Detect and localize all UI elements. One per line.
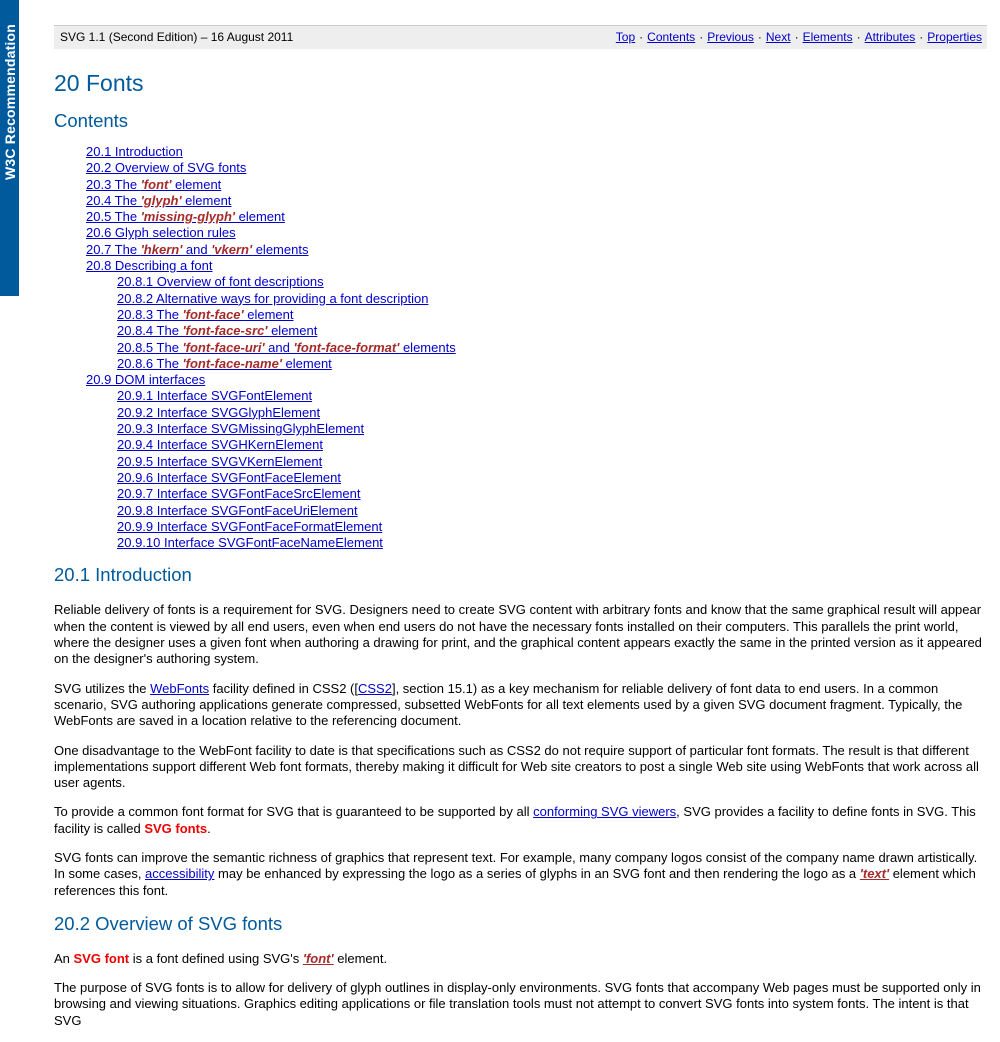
nav-contents-link[interactable]: Contents xyxy=(647,30,696,44)
toc-item-interface[interactable]: 20.9.8 Interface SVGFontFaceUriElement xyxy=(117,502,358,518)
css2-reference-link[interactable]: CSS2 xyxy=(357,680,392,696)
toc-item-alternative-ways[interactable]: 20.8.2 Alternative ways for providing a font description xyxy=(117,290,429,306)
toc-item-font-element[interactable]: 20.3 The 'font' element xyxy=(86,176,222,192)
edition-label: SVG 1.1 (Second Edition) – 16 August 2011 xyxy=(60,30,294,44)
toc-item-interface[interactable]: 20.9.5 Interface SVGVKernElement xyxy=(117,453,323,469)
nav-top-link[interactable]: Top xyxy=(615,30,636,44)
webfonts-link[interactable]: WebFonts xyxy=(150,680,210,696)
section-heading-introduction: 20.1 Introduction xyxy=(54,564,192,586)
svg-font-term: SVG font xyxy=(73,950,130,966)
nav-previous-link[interactable]: Previous xyxy=(707,30,754,44)
intro-paragraph-2: SVG utilizes the WebFonts facility defined in CSS2 ([CSS2], section 15.1) as a key mechanism for reliable delivery of font data to end users. In a common scenario, SVG authoring applications generate compressed, subsetted WebFonts for all text elements used by a given SVG document fragment. Typically, the WebFonts are saved in a location relative to the referencing document. xyxy=(54,680,963,729)
toc-item-describing-a-font[interactable]: 20.8 Describing a font xyxy=(86,258,213,274)
toc-item-interface[interactable]: 20.9.2 Interface SVGGlyphElement xyxy=(117,404,321,420)
page-title: 20 Fonts xyxy=(54,70,144,96)
svg-fonts-term: SVG fonts xyxy=(144,820,208,836)
overview-paragraph-2: The purpose of SVG fonts is to allow for delivery of glyph outlines in display-only environments. SVG fonts that accompany Web pages must be supported only in browsing and viewing situations. Graphics editing applications or file translation tools must not attempt to convert SVG fonts into system fonts. The intent is that SVG xyxy=(54,980,981,1028)
text-element-link[interactable]: 'text' xyxy=(859,866,890,882)
toc-item-interface[interactable]: 20.9.1 Interface SVGFontElement xyxy=(117,388,313,404)
conforming-svg-viewers-link[interactable]: conforming SVG viewers xyxy=(533,804,677,820)
toc-item-interface[interactable]: 20.9.9 Interface SVGFontFaceFormatElement xyxy=(117,518,383,534)
nav-attributes-link[interactable]: Attributes xyxy=(864,30,916,44)
accessibility-link[interactable]: accessibility xyxy=(145,866,215,882)
toc-item-font-face-element[interactable]: 20.8.3 The 'font-face' element xyxy=(117,306,294,322)
toc-item-overview[interactable]: 20.2 Overview of SVG fonts xyxy=(86,160,247,176)
toc-item-interface[interactable]: 20.9.6 Interface SVGFontFaceElement xyxy=(117,469,342,485)
toc-item-dom-interfaces[interactable]: 20.9 DOM interfaces xyxy=(86,372,206,388)
toc-item-overview-font-descriptions[interactable]: 20.8.1 Overview of font descriptions xyxy=(117,274,324,290)
toc-item-missing-glyph-element[interactable]: 20.5 The 'missing-glyph' element xyxy=(86,209,285,225)
nav-next-link[interactable]: Next xyxy=(765,30,791,44)
intro-paragraph-5: SVG fonts can improve the semantic richness of graphics that represent text. For example, many company logos consist of the company name drawn artistically. In some cases, accessibility may be enhanced by expressing the logo as a series of glyphs in an SVG font and then rendering the logo as a 'text' element which references this font. xyxy=(54,849,978,898)
top-nav-bar xyxy=(54,25,987,49)
toc-item-interface[interactable]: 20.9.4 Interface SVGHKernElement xyxy=(117,437,323,453)
toc-item-introduction[interactable]: 20.1 Introduction xyxy=(86,144,183,159)
w3c-recommendation-logo[interactable] xyxy=(0,0,19,296)
toc-item-hkern-vkern-elements[interactable]: 20.7 The 'hkern' and 'vkern' elements xyxy=(86,241,309,257)
toc-item-glyph-element[interactable]: 20.4 The 'glyph' element xyxy=(86,192,232,208)
toc-item-font-face-uri-format-elements[interactable]: 20.8.5 The 'font-face-uri' and 'font-face-format' elements xyxy=(117,339,456,355)
table-of-contents xyxy=(54,144,984,551)
intro-paragraph-1: Reliable delivery of fonts is a requirement for SVG. Designers need to create SVG content with arbitrary fonts and know that the same graphical result will appear when the content is viewed by all end users, even when end users do not have the necessary fonts installed on their computers. This parallels the print world, where the designer uses a given font when authoring a drawing for print, and the graphical content appears exactly the same in the printed version as it appeared on the designer's authoring system. xyxy=(54,602,982,667)
logo-text: W3C Recommendation xyxy=(2,23,18,181)
section-heading-overview: 20.2 Overview of SVG fonts xyxy=(54,912,283,934)
toc-item-font-face-name-element[interactable]: 20.8.6 The 'font-face-name' element xyxy=(117,355,332,371)
toc-item-interface[interactable]: 20.9.7 Interface SVGFontFaceSrcElement xyxy=(117,486,361,502)
toc-item-interface[interactable]: 20.9.10 Interface SVGFontFaceNameElement xyxy=(117,535,383,551)
contents-heading: Contents xyxy=(54,110,129,131)
toc-item-glyph-selection-rules[interactable]: 20.6 Glyph selection rules xyxy=(86,225,236,241)
nav-properties-link[interactable]: Properties xyxy=(927,30,982,44)
intro-paragraph-4: To provide a common font format for SVG that is guaranteed to be supported by all conforming SVG viewers, SVG provides a facility to define fonts in SVG. This facility is called SVG fonts. xyxy=(54,804,976,836)
intro-paragraph-3: One disadvantage to the WebFont facility to date is that specifications such as CSS2 do not require support of particular font formats. The result is that different implementations support different Web font formats, thereby making it difficult for Web site creators to post a single Web site using WebFonts that work across all user agents. xyxy=(54,742,979,791)
nav-elements-link[interactable]: Elements xyxy=(802,30,853,44)
toc-item-interface[interactable]: 20.9.3 Interface SVGMissingGlyphElement xyxy=(117,421,365,437)
main-content xyxy=(54,60,984,1042)
toc-item-font-face-src-element[interactable]: 20.8.4 The 'font-face-src' element xyxy=(117,323,318,339)
font-element-link[interactable]: 'font' xyxy=(302,950,334,966)
nav-links: Top · Contents · Previous · Next · Elements · Attributes · Properties xyxy=(615,30,982,44)
overview-paragraph-1: An SVG font is a font defined using SVG's 'font' element. xyxy=(54,950,388,966)
